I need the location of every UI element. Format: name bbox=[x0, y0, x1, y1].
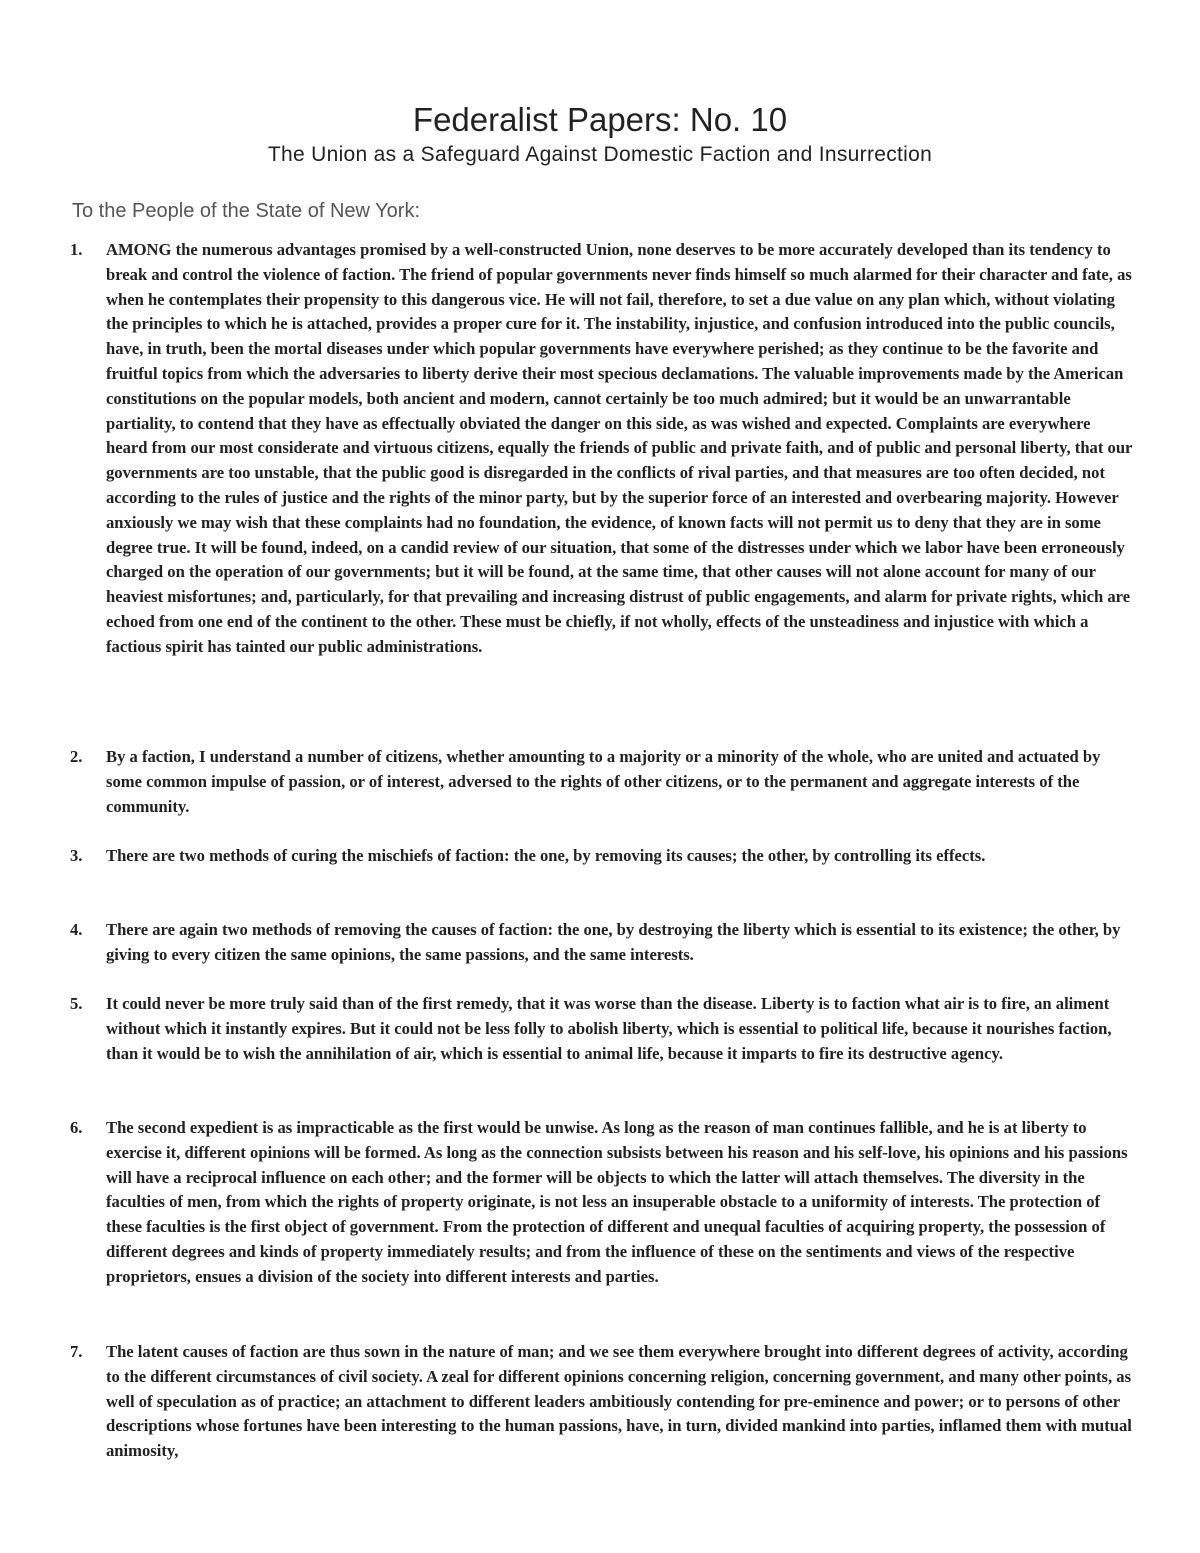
paragraph-5 bbox=[70, 992, 1135, 1066]
paragraph-text: There are again two methods of removing the causes of faction: the one, by destroying the liberty which is essential to its existence; the other, by giving to every citizen the same opinions, the same passions, and the same interests. bbox=[106, 920, 1121, 964]
paragraph-3 bbox=[70, 844, 1135, 869]
paragraph-number: 6. bbox=[70, 1118, 83, 1137]
paragraph-text: It could never be more truly said than of the first remedy, that it was worse than the disease. Liberty is to faction what air is to fire, an aliment without which it instantly expires. But it could not be less folly to abolish liberty, which is essential to political life, because it nourishes faction, than it would be to wish the annihilation of air, which is essential to animal life, because it imparts to fire its destructive agency. bbox=[106, 994, 1112, 1063]
paragraph-text: By a faction, I understand a number of citizens, whether amounting to a majority or a minority of the whole, who are united and actuated by some common impulse of passion, or of interest, adversed to the rights of other citizens, or to the permanent and aggregate interests of the community. bbox=[106, 747, 1101, 816]
paragraph-7 bbox=[70, 1340, 1135, 1464]
salutation: To the People of the State of New York: bbox=[72, 200, 421, 222]
paragraph-text: AMONG the numerous advantages promised by a well-constructed Union, none deserves to be more accurately developed than its tendency to break and control the violence of faction. The friend of popular governments never finds himself so much alarmed for their character and fate, as when he contemplates their propensity to this dangerous vice. He will not fail, therefore, to set a due value on any plan which, without violating the principles to which he is attached, provides a proper cure for it. The instability, injustice, and confusion introduced into the public councils, have, in truth, been the mortal diseases under which popular governments have everywhere perished; as they continue to be the favorite and fruitful topics from which the adversaries to liberty derive their most specious declamations. The valuable improvements made by the American constitutions on the popular models, both ancient and modern, cannot certainly be too much admired; but it would be an unwarrantable partiality, to contend that they have as effectually obviated the danger on this side, as was wished and expected. Complaints are everywhere heard from our most considerate and virtuous citizens, equally the friends of public and private faith, and of public and personal liberty, that our governments are too unstable, that the public good is disregarded in the conflicts of rival parties, and that measures are too often decided, not according to the rules of justice and the rights of the minor party, but by the superior force of an interested and overbearing majority. However anxiously we may wish that these complaints had no foundation, the evidence, of known facts will not permit us to deny that they are in some degree true. It will be found, indeed, on a candid review of our situation, that some of the distresses under which we labor have been erroneously charged on the operation of our governments; but it will be found, at the same time, that other causes will not alone account for many of our heaviest misfortunes; and, particularly, for that prevailing and increasing distrust of public engagements, and alarm for private rights, which are echoed from one end of the continent to the other. These must be chiefly, if not wholly, effects of the unsteadiness and injustice with which a factious spirit has tainted our public administrations. bbox=[106, 240, 1133, 656]
paragraph-number: 2. bbox=[70, 747, 83, 766]
paragraph-number: 3. bbox=[70, 846, 83, 865]
paragraph-number: 1. bbox=[70, 240, 83, 259]
paragraph-1 bbox=[70, 238, 1135, 660]
document-title: Federalist Papers: No. 10 bbox=[412, 101, 788, 138]
paragraph-number: 7. bbox=[70, 1342, 83, 1361]
paragraph-4 bbox=[70, 918, 1135, 968]
paragraph-text: There are two methods of curing the mischiefs of faction: the one, by removing its causes; the other, by controlling its effects. bbox=[106, 846, 986, 865]
paragraph-2 bbox=[70, 745, 1135, 819]
paragraph-6 bbox=[70, 1116, 1135, 1290]
paragraph-text: The second expedient is as impracticable as the first would be unwise. As long as the reason of man continues fallible, and he is at liberty to exercise it, different opinions will be formed. As long as the connection subsists between his reason and his self-love, his opinions and his passions will have a reciprocal influence on each other; and the former will be objects to which the latter will attach themselves. The diversity in the faculties of men, from which the rights of property originate, is not less an insuperable obstacle to a uniformity of interests. The protection of these faculties is the first object of government. From the protection of different and unequal faculties of acquiring property, the possession of different degrees and kinds of property immediately results; and from the influence of these on the sentiments and views of the respective proprietors, ensues a division of the society into different interests and parties. bbox=[106, 1118, 1128, 1286]
paragraph-number: 4. bbox=[70, 920, 83, 939]
paragraph-text: The latent causes of faction are thus sown in the nature of man; and we see them everywhere brought into different degrees of activity, according to the different circumstances of civil society. A zeal for different opinions concerning religion, concerning government, and many other points, as well of speculation as of practice; an attachment to different leaders ambitiously contending for pre-eminence and power; or to persons of other descriptions whose fortunes have been interesting to the human passions, have, in turn, divided mankind into parties, inflamed them with mutual animosity, bbox=[106, 1342, 1132, 1461]
document-subtitle: The Union as a Safeguard Against Domestic Faction and Insurrection bbox=[267, 143, 933, 166]
paragraph-number: 5. bbox=[70, 994, 83, 1013]
